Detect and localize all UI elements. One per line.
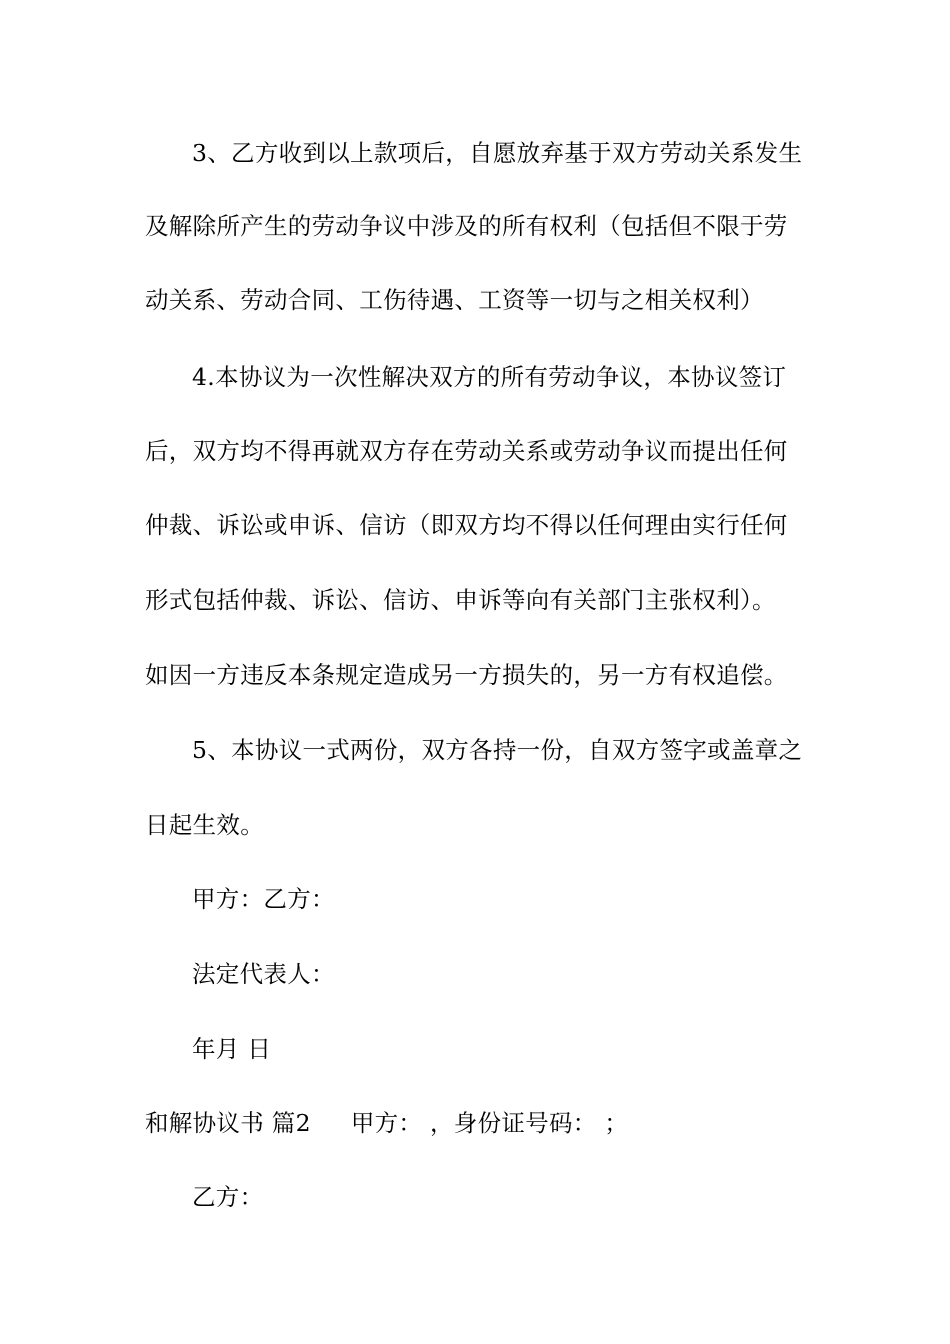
signature-legal-rep: 法定代表人：	[192, 960, 335, 988]
clause-4-line-1: 4.本协议为一次性解决双方的所有劳动争议，本协议签订	[192, 363, 787, 391]
clause-4-line-3: 仲裁、诉讼或申诉、信访（即双方均不得以任何理由实行任何	[145, 511, 788, 539]
signature-parties: 甲方：乙方：	[192, 885, 335, 913]
signature-date: 年月 日	[192, 1035, 272, 1063]
clause-5-line-1: 5、本协议一式两份，双方各持一份，自双方签字或盖章之	[192, 736, 803, 764]
clause-4-line-4: 形式包括仲裁、诉讼、信访、申诉等向有关部门主张权利）。	[145, 586, 776, 614]
clause-4-line-5: 如因一方违反本条规定造成另一方损失的，另一方有权追偿。	[145, 661, 788, 689]
section-2-party-a: 甲方： ，身份证号码： ；	[350, 1109, 629, 1137]
clause-3-line-3: 动关系、劳动合同、工伤待遇、工资等一切与之相关权利）	[145, 286, 764, 314]
clause-4-line-2: 后，双方均不得再就双方存在劳动关系或劳动争议而提出任何	[145, 437, 788, 465]
clause-3-line-1: 3、乙方收到以上款项后，自愿放弃基于双方劳动关系发生	[192, 139, 803, 167]
section-2-heading-row	[145, 1108, 628, 1138]
clause-5-line-2: 日起生效。	[145, 811, 264, 839]
clause-3-line-2: 及解除所产生的劳动争议中涉及的所有权利（包括但不限于劳	[145, 212, 788, 240]
section-2-heading: 和解协议书 篇2	[145, 1109, 311, 1137]
section-2-party-b: 乙方：	[192, 1183, 264, 1211]
